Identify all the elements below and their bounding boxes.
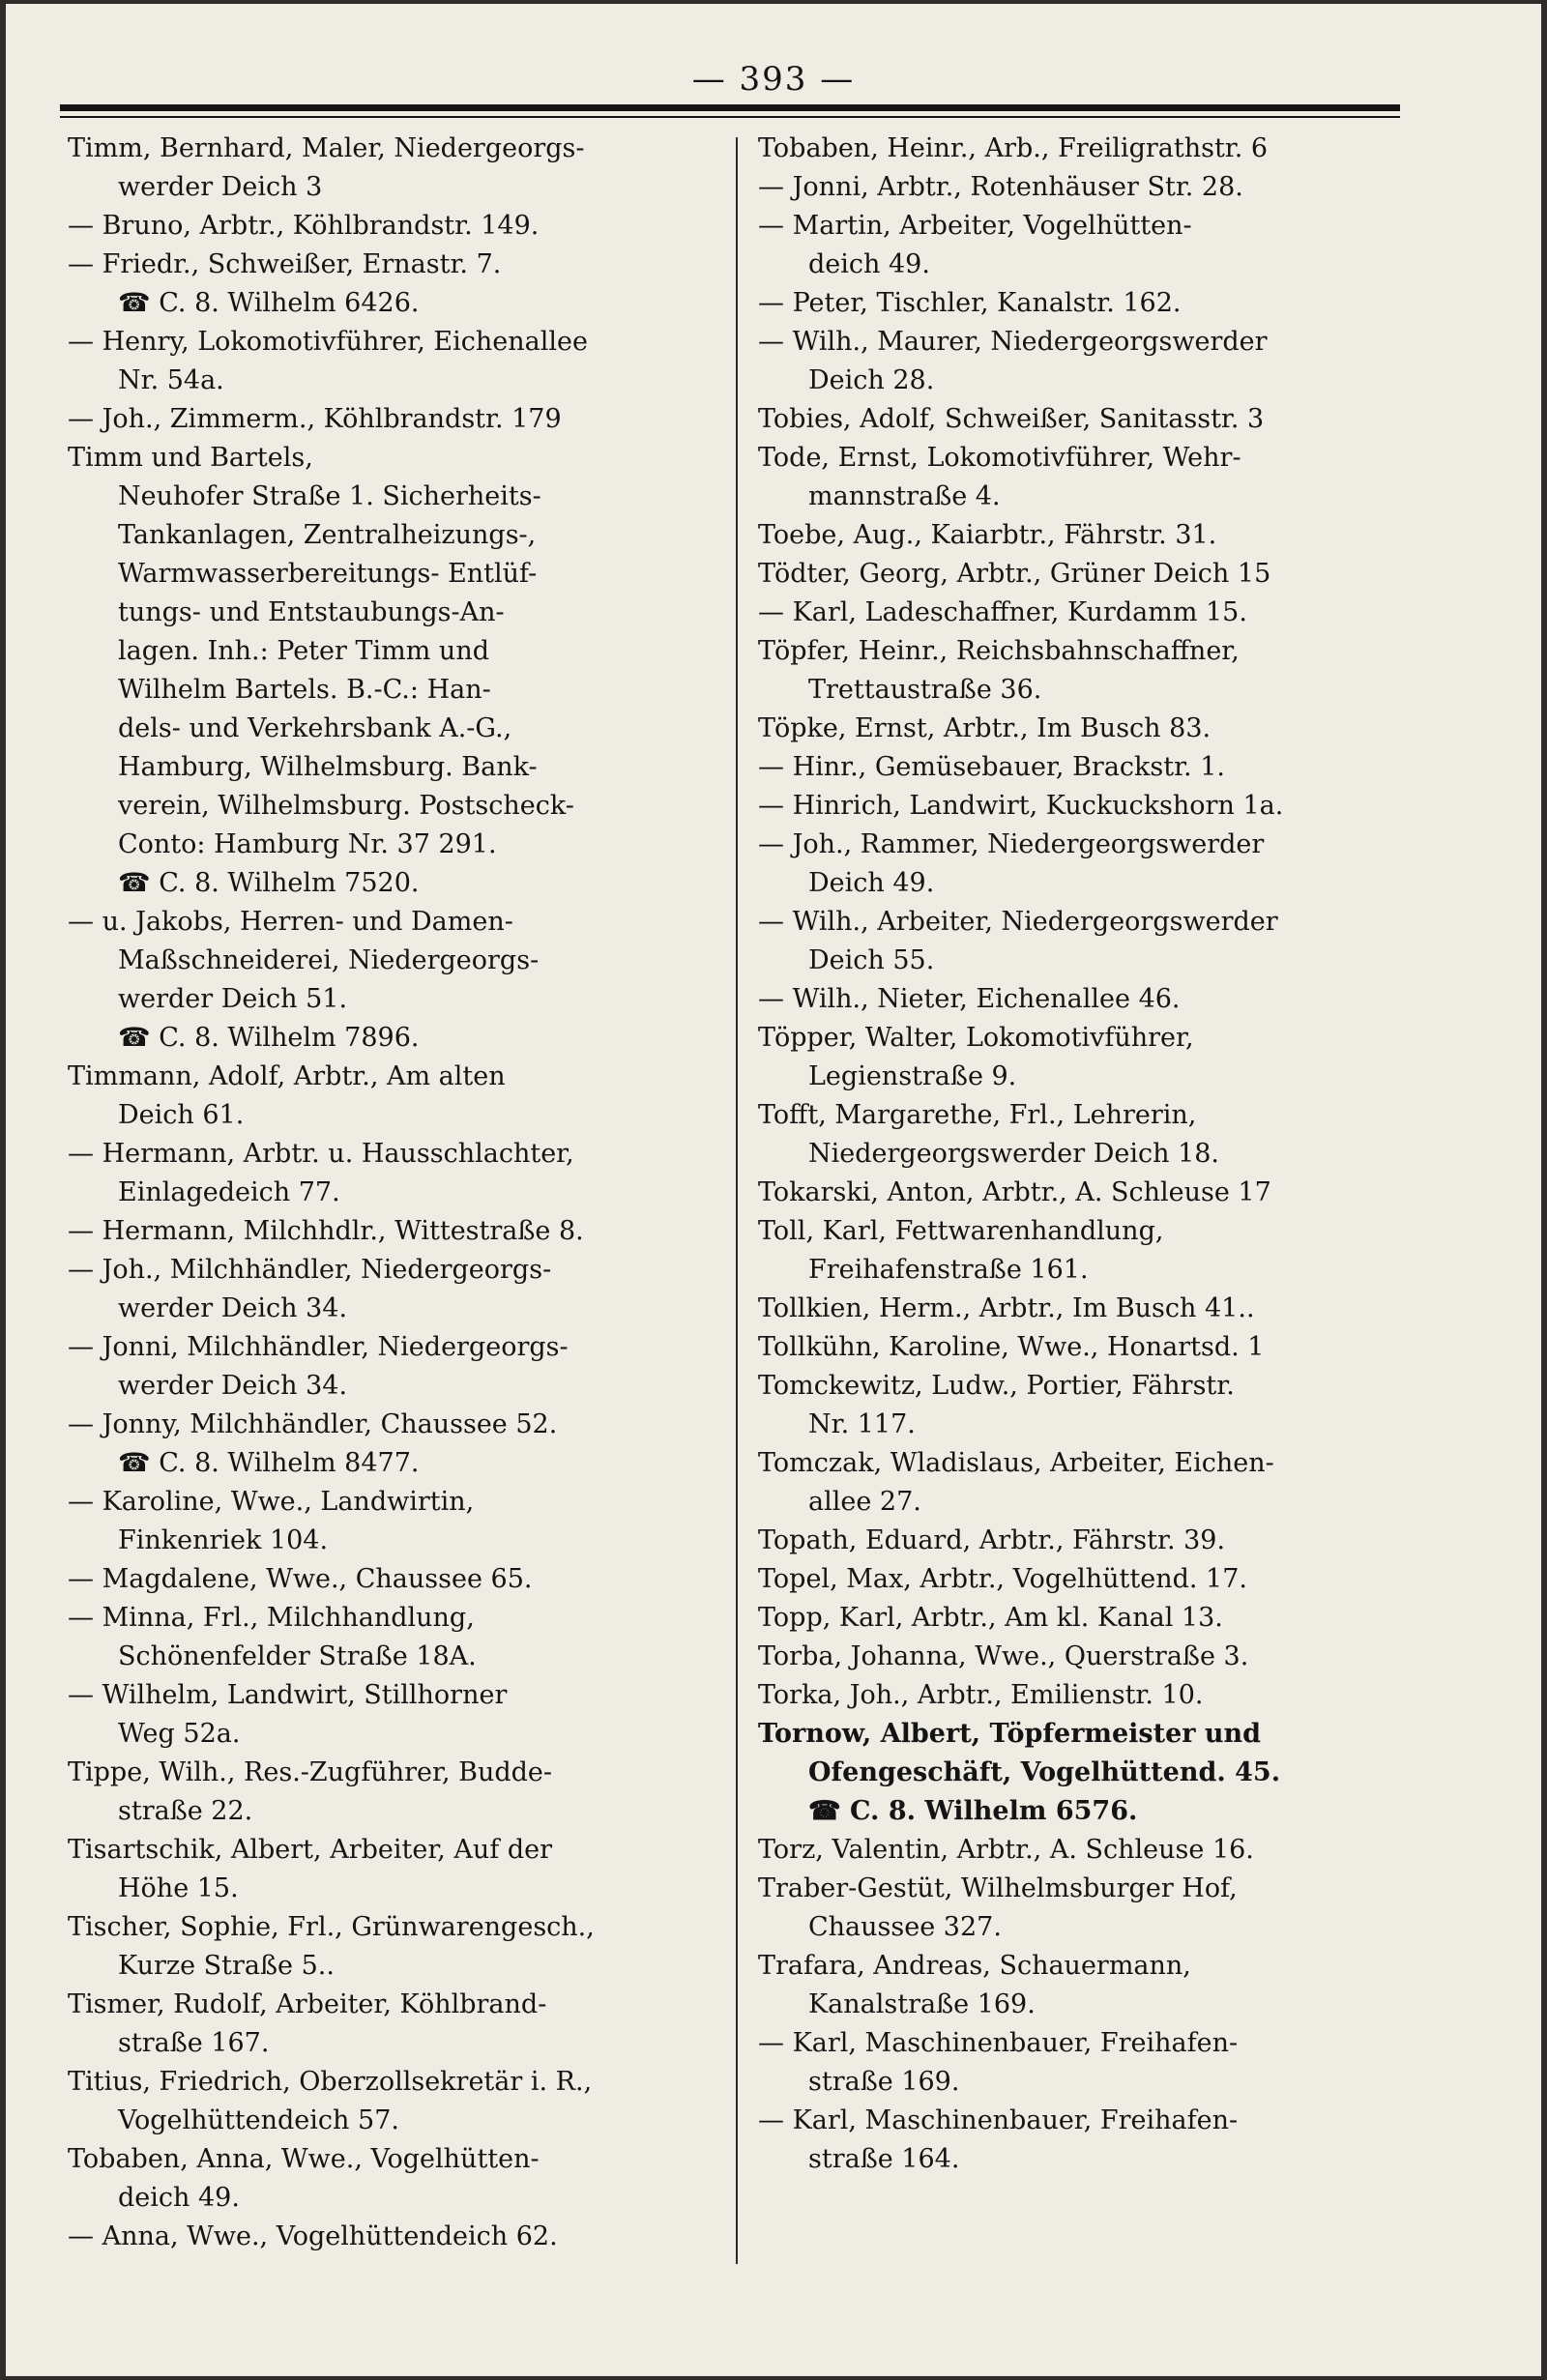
directory-entry: — Karl, Maschinenbauer, Freihafen- straße 164.: [758, 2105, 1239, 2174]
directory-entry: Töpke, Ernst, Arbtr., Im Busch 83.: [758, 713, 1211, 743]
directory-entry: Tomczak, Wladislaus, Arbeiter, Eichen- allee 27.: [758, 1448, 1274, 1517]
directory-entry: Tobaben, Heinr., Arb., Freiligrathstr. 6: [758, 133, 1269, 163]
directory-entry: Topp, Karl, Arbtr., Am kl. Kanal 13.: [758, 1603, 1223, 1633]
directory-entry: Töpper, Walter, Lokomotivführer, Legienstraße 9.: [758, 1023, 1194, 1091]
directory-entry: — Karl, Ladeschaffner, Kurdamm 15.: [758, 597, 1247, 627]
directory-entry: Titius, Friedrich, Oberzollsekretär i. R., Vogelhüttendeich 57.: [68, 2067, 593, 2135]
directory-entry: — Joh., Rammer, Niedergeorgswerder Deich 49.: [758, 829, 1265, 898]
directory-entry: — Minna, Frl., Milchhandlung, Schönenfelder Straße 18A.: [68, 1603, 477, 1671]
directory-entry: — Martin, Arbeiter, Vogelhütten- deich 49.: [758, 211, 1192, 279]
header-rule-thin: [60, 116, 1400, 118]
directory-entry: Toll, Karl, Fettwarenhandlung, Freihafenstraße 161.: [758, 1216, 1164, 1285]
directory-entry: — Hinr., Gemüsebauer, Brackstr. 1.: [758, 752, 1225, 782]
directory-entry: Timm und Bartels, Neuhofer Straße 1. Sicherheits- Tankanlagen, Zentralheizungs-, Warmwasserbereitungs- Entlüf- tungs- und Entstaubungs-An- lagen. Inh.: Peter Timm und Wilhelm Bartels. B.-C.: Han- dels- und Verkehrsbank A.-G., Hamburg, Wilhelmsburg. Bank- verein, Wilhelmsburg. Postscheck- Conto: Hamburg Nr. 37 291. ☎ C. 8. Wilhelm 7520.: [68, 443, 574, 898]
directory-entry: Tismer, Rudolf, Arbeiter, Köhlbrand- straße 167.: [68, 1989, 547, 2058]
directory-entry: — Bruno, Arbtr., Köhlbrandstr. 149.: [68, 211, 540, 241]
directory-entry: Trafara, Andreas, Schauermann, Kanalstraße 169.: [758, 1951, 1191, 2019]
header-rule-thick: [60, 104, 1400, 111]
directory-entry: Tollkühn, Karoline, Wwe., Honartsd. 1: [758, 1332, 1265, 1362]
directory-entry: Tödter, Georg, Arbtr., Grüner Deich 15: [758, 559, 1271, 589]
directory-entry: — Karoline, Wwe., Landwirtin, Finkenriek 104.: [68, 1487, 475, 1555]
directory-entry: — Joh., Zimmerm., Köhlbrandstr. 179: [68, 404, 562, 434]
directory-entry: Torz, Valentin, Arbtr., A. Schleuse 16.: [758, 1835, 1254, 1865]
directory-page: [6, 4, 1541, 2376]
directory-entry: — Magdalene, Wwe., Chaussee 65.: [68, 1564, 533, 1594]
directory-entry: Tornow, Albert, Töpfermeister und Ofengeschäft, Vogelhüttend. 45. ☎ C. 8. Wilhelm 6576.: [758, 1719, 1281, 1826]
directory-entry: — Jonny, Milchhändler, Chaussee 52. ☎ C. 8. Wilhelm 8477.: [68, 1409, 558, 1478]
left-column: [68, 130, 725, 2256]
right-column: [758, 130, 1406, 2179]
directory-entry: — Anna, Wwe., Vogelhüttendeich 62.: [68, 2221, 558, 2251]
directory-entry: — u. Jakobs, Herren- und Damen- Maßschneiderei, Niedergeorgs- werder Deich 51. ☎ C. 8. Wilhelm 7896.: [68, 907, 540, 1053]
directory-entry: Tippe, Wilh., Res.-Zugführer, Budde- straße 22.: [68, 1757, 553, 1826]
directory-entry: Torka, Joh., Arbtr., Emilienstr. 10.: [758, 1680, 1204, 1710]
directory-entry: Tomckewitz, Ludw., Portier, Fährstr. Nr. 117.: [758, 1371, 1235, 1439]
directory-entry: Tokarski, Anton, Arbtr., A. Schleuse 17: [758, 1177, 1271, 1207]
directory-entry: Traber-Gestüt, Wilhelmsburger Hof, Chaussee 327.: [758, 1873, 1238, 1942]
directory-entry: Tisartschik, Albert, Arbeiter, Auf der Höhe 15.: [68, 1835, 553, 1903]
directory-entry: — Wilh., Arbeiter, Niedergeorgswerder Deich 55.: [758, 907, 1278, 975]
page-number: — 393 —: [691, 60, 856, 99]
directory-entry: — Joh., Milchhändler, Niedergeorgs- werder Deich 34.: [68, 1255, 552, 1323]
directory-entry: Tischer, Sophie, Frl., Grünwarengesch., Kurze Straße 5..: [68, 1912, 595, 1981]
directory-entry: — Karl, Maschinenbauer, Freihafen- straße 169.: [758, 2028, 1239, 2097]
directory-entry: Tofft, Margarethe, Frl., Lehrerin, Niedergeorgswerder Deich 18.: [758, 1100, 1220, 1169]
directory-entry: — Henry, Lokomotivführer, Eichenallee Nr. 54a.: [68, 327, 588, 395]
directory-entry: Torba, Johanna, Wwe., Querstraße 3.: [758, 1641, 1249, 1671]
directory-entry: — Jonni, Milchhändler, Niedergeorgs- werder Deich 34.: [68, 1332, 569, 1401]
column-separator: [736, 137, 738, 2264]
directory-entry: Topel, Max, Arbtr., Vogelhüttend. 17.: [758, 1564, 1247, 1594]
directory-entry: Topath, Eduard, Arbtr., Fährstr. 39.: [758, 1525, 1226, 1555]
directory-entry: Töpfer, Heinr., Reichsbahnschaffner, Trettaustraße 36.: [758, 636, 1240, 705]
directory-entry: Tobies, Adolf, Schweißer, Sanitasstr. 3: [758, 404, 1265, 434]
directory-entry: — Jonni, Arbtr., Rotenhäuser Str. 28.: [758, 172, 1243, 202]
directory-entry: — Wilh., Maurer, Niedergeorgswerder Deich 28.: [758, 327, 1268, 395]
directory-entry: Tollkien, Herm., Arbtr., Im Busch 41..: [758, 1293, 1255, 1323]
directory-entry: — Friedr., Schweißer, Ernastr. 7. ☎ C. 8. Wilhelm 6426.: [68, 249, 502, 318]
directory-entry: — Hermann, Milchhdlr., Wittestraße 8.: [68, 1216, 584, 1246]
directory-entry: Timmann, Adolf, Arbtr., Am alten Deich 61.: [68, 1061, 506, 1130]
directory-entry: Toebe, Aug., Kaiarbtr., Fährstr. 31.: [758, 520, 1217, 550]
directory-entry: Tode, Ernst, Lokomotivführer, Wehr- mannstraße 4.: [758, 443, 1241, 511]
directory-entry: Tobaben, Anna, Wwe., Vogelhütten- deich 49.: [68, 2144, 540, 2213]
directory-entry: — Peter, Tischler, Kanalstr. 162.: [758, 288, 1182, 318]
directory-entry: — Hermann, Arbtr. u. Hausschlachter, Einlagedeich 77.: [68, 1139, 574, 1207]
directory-entry: — Wilh., Nieter, Eichenallee 46.: [758, 984, 1181, 1014]
directory-entry: — Wilhelm, Landwirt, Stillhorner Weg 52a.: [68, 1680, 508, 1749]
directory-entry: — Hinrich, Landwirt, Kuckuckshorn 1a.: [758, 791, 1284, 821]
directory-entry: Timm, Bernhard, Maler, Niedergeorgs- werder Deich 3: [68, 133, 585, 202]
